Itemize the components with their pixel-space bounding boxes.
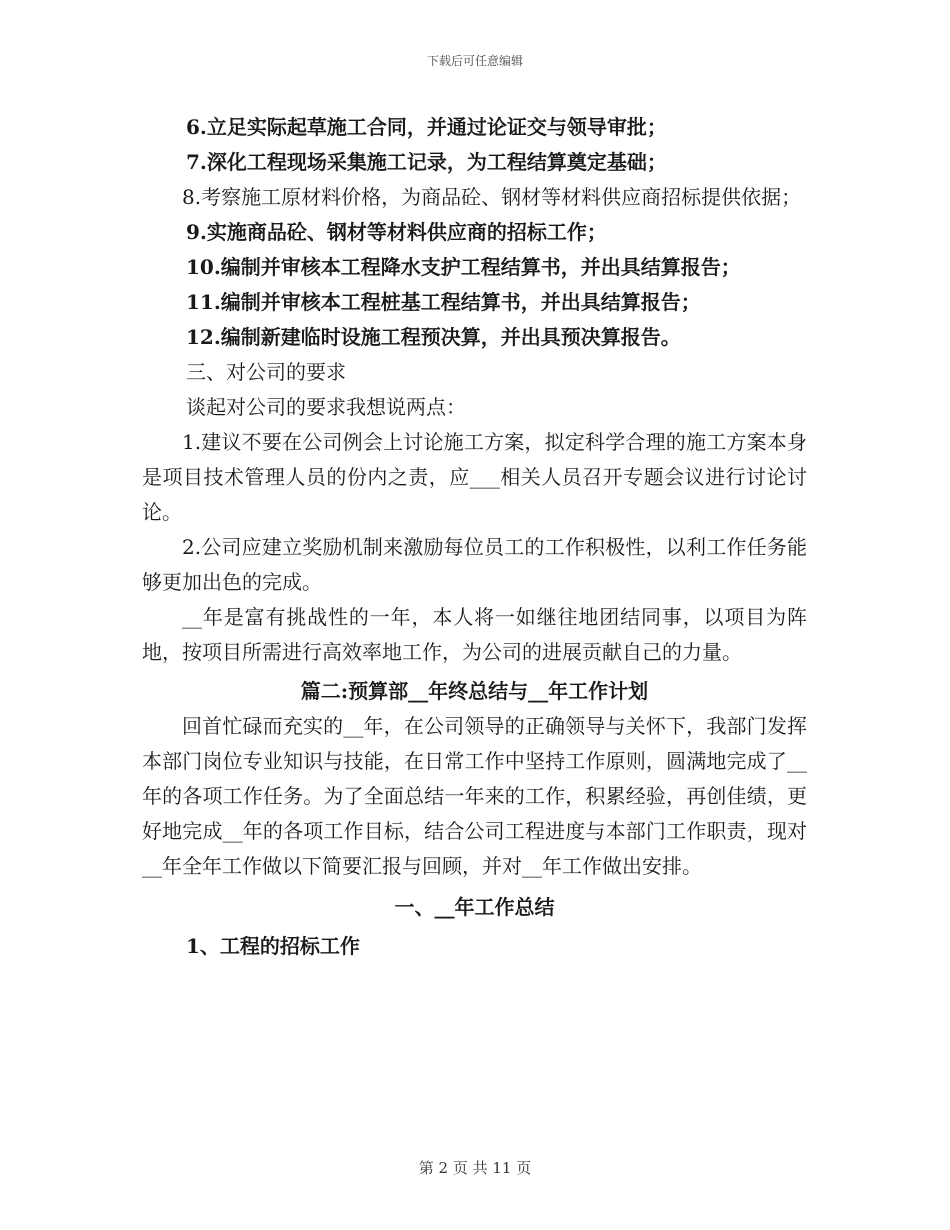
list-item-11: 11.编制并审核本工程桩基工程结算书，并出具结算报告； bbox=[186, 290, 701, 314]
part2-intro-paragraph: 回首忙碌而充实的__年，在公司领导的正确领导与关怀下，我部门发挥本部门岗位专业知识与技能，在日常工作中坚持工作原则，圆满地完成了__年的各项工作任务。为了全面总结一年来的工作，积累经验，再创佳绩，更好地完成__年的各项工作目标，结合公司工程进度与本部门工作职责，现对__年全年工作做以下简要汇报与回顾，并对__年工作做出安排。 bbox=[142, 714, 807, 878]
section-heading-3: 三、对公司的要求 bbox=[186, 360, 346, 384]
list-item-7: 7.深化工程现场采集施工记录，为工程结算奠定基础； bbox=[186, 150, 667, 174]
list-item-9: 9.实施商品砼、钢材等材料供应商的招标工作； bbox=[186, 220, 607, 244]
list-item-6: 6.立足实际起草施工合同，并通过论证交与领导审批； bbox=[186, 115, 667, 139]
document-body bbox=[142, 110, 807, 964]
list-item-10: 10.编制并审核本工程降水支护工程结算书，并出具结算报告； bbox=[186, 255, 741, 279]
requirement-1: 1.建议不要在公司例会上讨论施工方案，拟定科学合理的施工方案本身是项目技术管理人员的份内之责，应___相关人员召开专题会议进行讨论讨论。 bbox=[142, 430, 807, 524]
summary-heading: 一、__年工作总结 bbox=[394, 895, 555, 919]
list-item-12: 12.编制新建临时设施工程预决算，并出具预决算报告。 bbox=[186, 325, 681, 349]
part2-title: 篇二:预算部__年终总结与__年工作计划 bbox=[300, 679, 649, 703]
page-footer: 第 2 页 共 11 页 bbox=[418, 1159, 532, 1177]
requirement-2: 2.公司应建立奖励机制来激励每位员工的工作积极性，以利工作任务能够更加出色的完成。 bbox=[142, 535, 807, 594]
subsection-heading-1: 1、工程的招标工作 bbox=[186, 934, 360, 958]
requirements-intro: 谈起对公司的要求我想说两点： bbox=[186, 395, 466, 419]
closing-paragraph: __年是富有挑战性的一年，本人将一如继往地团结同事，以项目为阵地，按项目所需进行高效率地工作，为公司的进展贡献自己的力量。 bbox=[142, 605, 807, 664]
page-header: 下载后可任意编辑 bbox=[426, 54, 523, 68]
list-item-8: 8.考察施工原材料价格，为商品砼、钢材等材料供应商招标提供依据； bbox=[182, 185, 802, 209]
